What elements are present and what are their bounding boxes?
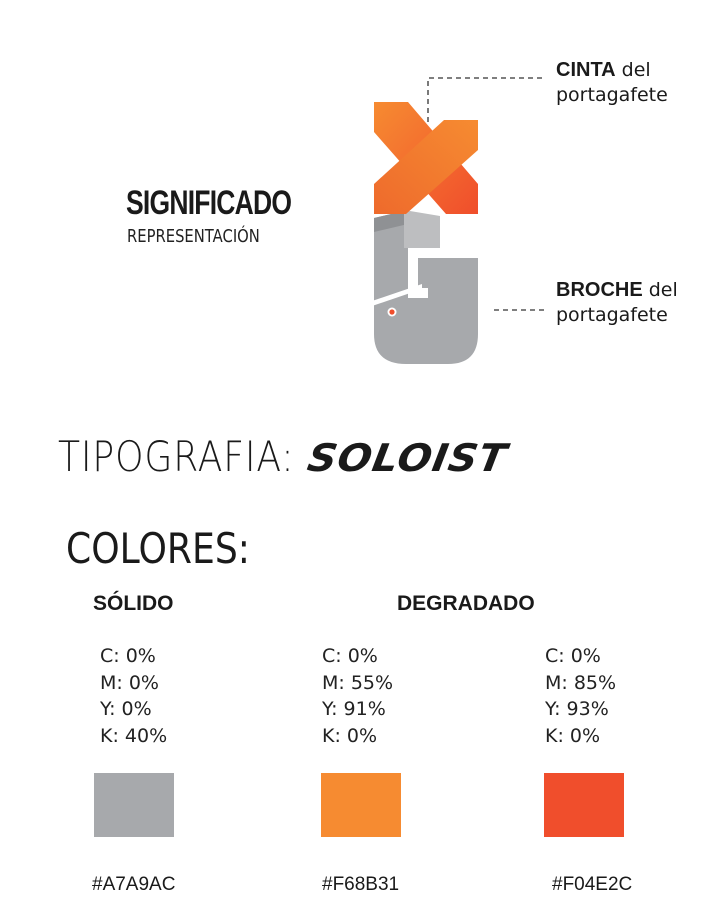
- cmyk-k: K: 0%: [322, 724, 378, 747]
- cmyk-m: M: 55%: [322, 671, 394, 694]
- swatch-cmyk-gray: [100, 643, 167, 749]
- cmyk-m: M: 0%: [100, 671, 159, 694]
- cinta-label: CINTA: [556, 59, 616, 81]
- cmyk-c: C: 0%: [100, 645, 156, 667]
- connector-lines: [420, 70, 550, 330]
- hex-code-orange: #F68B31: [322, 874, 400, 895]
- significado-subtitle: REPRESENTACIÓN: [127, 226, 260, 247]
- cinta-label-line2: portagafete: [556, 84, 668, 106]
- colores-label: COLORES:: [66, 524, 250, 573]
- color-swatch-gray: [94, 773, 174, 837]
- swatch-cmyk-red: [545, 643, 616, 749]
- broche-label-rest: del: [642, 279, 678, 301]
- cinta-annotation: [556, 58, 668, 108]
- cmyk-k: K: 40%: [100, 724, 168, 747]
- broche-label: BROCHE: [556, 279, 643, 301]
- hex-code-red: #F04E2C: [552, 874, 633, 895]
- cmyk-k: K: 0%: [545, 724, 601, 747]
- cmyk-y: Y: 91%: [322, 698, 386, 720]
- cmyk-y: Y: 0%: [100, 698, 152, 720]
- cmyk-m: M: 85%: [545, 671, 617, 694]
- cinta-label-rest: del: [615, 59, 651, 81]
- color-swatch-orange: [321, 773, 401, 837]
- broche-label-line2: portagafete: [556, 304, 668, 326]
- color-swatch-red: [544, 773, 624, 837]
- broche-annotation: [556, 278, 678, 328]
- swatch-cmyk-orange: [322, 643, 393, 749]
- tipografia-font-name: SOLOIST: [304, 436, 511, 480]
- significado-title: SIGNIFICADO: [126, 184, 292, 222]
- gradient-heading: DEGRADADO: [397, 592, 535, 615]
- hex-code-gray: #A7A9AC: [92, 874, 176, 895]
- cmyk-c: C: 0%: [322, 645, 378, 667]
- cmyk-c: C: 0%: [545, 645, 601, 667]
- solid-heading: SÓLIDO: [93, 592, 174, 615]
- cmyk-y: Y: 93%: [545, 698, 609, 720]
- tipografia-label: TIPOGRAFIA:: [58, 432, 295, 481]
